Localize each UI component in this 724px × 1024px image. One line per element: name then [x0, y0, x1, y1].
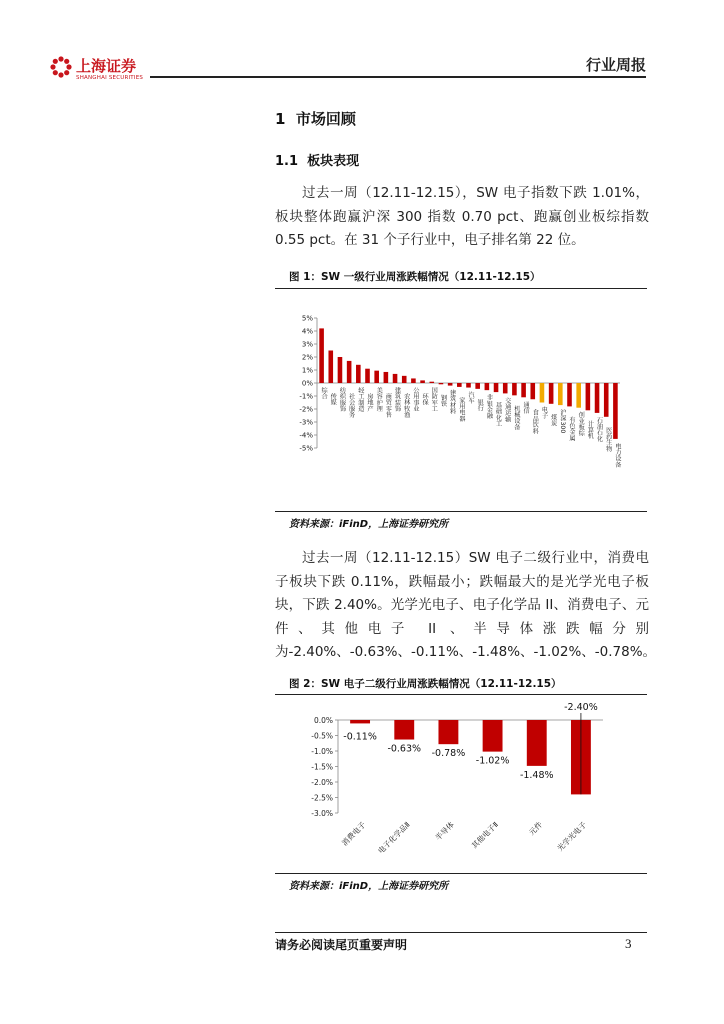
- chart1-bar: [374, 371, 379, 383]
- chart1-category-label: 纺织服饰: [338, 387, 346, 412]
- chart1-category-label: 创业板综: [577, 411, 585, 437]
- chart2-bar: [527, 720, 547, 766]
- chart1-bar: [558, 383, 563, 405]
- report-type: 行业周报: [586, 56, 647, 74]
- chart1-bar: [586, 383, 591, 410]
- figure-1-top-rule: [275, 288, 647, 289]
- figure-2-chart: [275, 696, 647, 871]
- chart1-bar: [356, 365, 361, 383]
- chart1-category-label: 通信: [522, 401, 530, 414]
- chart1-category-label: 机械设备: [512, 405, 520, 431]
- figure-1-chart: [275, 300, 647, 500]
- chart1-category-label: 传媒: [329, 393, 337, 406]
- chart2-bar: [394, 720, 414, 740]
- chart1-y-tick-label: 2%: [301, 353, 313, 362]
- chart1-category-label: 煤炭: [549, 413, 557, 427]
- chart1-category-label: 石油石化: [595, 416, 603, 442]
- chart2-category-label: 电子化学品Ⅱ: [376, 820, 412, 856]
- chart1-bar: [475, 383, 480, 389]
- chart2-category-label: 其他电子Ⅱ: [469, 820, 500, 851]
- chart1-bar: [365, 369, 370, 383]
- section-heading: [275, 108, 356, 129]
- page-number: 3: [625, 936, 632, 951]
- logo-subtext: SHANGHAI SECURITIES: [76, 75, 144, 81]
- chart1-category-label: 汽车: [467, 391, 474, 404]
- section-number: 1: [275, 110, 286, 128]
- chart1-y-tick-label: 3%: [301, 340, 313, 349]
- chart1-bar: [503, 383, 508, 393]
- chart2-y-tick-label: -3.0%: [311, 809, 333, 818]
- chart1-category-label: 商贸零售: [384, 393, 392, 418]
- chart1-category-label: 农林牧渔: [402, 393, 410, 418]
- chart2-data-label: -2.40%: [564, 702, 598, 713]
- chart1-y-tick-label: 1%: [301, 366, 313, 375]
- chart1-category-label: 综合: [320, 387, 328, 400]
- chart1-bar: [384, 372, 389, 383]
- logo-text: 上海证券: [76, 57, 137, 75]
- figure-2-top-rule: [275, 694, 647, 695]
- chart2-data-label: -1.48%: [519, 769, 554, 781]
- chart1-category-label: 建筑装饰: [393, 387, 401, 412]
- chart1-bar: [567, 383, 572, 406]
- chart2-bar: [350, 720, 370, 723]
- chart1-category-label: 食品饮料: [531, 409, 539, 435]
- chart1-category-label: 电子: [540, 406, 548, 419]
- chart1-bar: [347, 361, 352, 383]
- chart2-data-label: -0.78%: [431, 748, 466, 760]
- chart1-category-label: 钢铁: [439, 394, 447, 407]
- chart1-category-label: 建筑材料: [448, 389, 456, 415]
- chart1-bar: [549, 383, 554, 404]
- footer-rule: [275, 932, 647, 933]
- chart1-bar: [457, 383, 462, 387]
- chart1-y-tick-label: -1%: [299, 392, 313, 401]
- chart1-bar: [393, 374, 398, 383]
- chart1-bar: [328, 351, 333, 384]
- chart1-category-label: 有色金属: [568, 416, 575, 442]
- chart1-category-label: 沪深300: [558, 409, 566, 434]
- chart1-category-label: 环保: [421, 393, 429, 406]
- chart1-bar: [512, 383, 517, 395]
- chart1-category-label: 国防军工: [430, 387, 438, 412]
- chart2-y-tick-label: -2.5%: [311, 793, 333, 803]
- chart1-bar: [494, 383, 499, 392]
- logo-icon: [50, 56, 72, 78]
- figure-2-caption: 图 2：SW 电子二级行业周涨跌幅情况（12.11-12.15）: [289, 678, 562, 690]
- chart1-bar: [604, 383, 609, 417]
- paragraph-1: 过去一周（12.11-12.15），SW 电子指数下跌 1.01%，板块整体跑赢沪深 300 指数 0.70 pct、跑赢创业板综指数 0.55 pct。在 31 个子行业中，电子排名第 22 位。: [275, 185, 649, 248]
- figure-1-bottom-rule: [275, 511, 647, 512]
- chart1-category-label: 基础化工: [494, 402, 502, 427]
- chart2-data-label: -0.63%: [387, 743, 422, 755]
- chart1-category-label: 社会服务: [347, 393, 355, 418]
- chart2-category-label: 元件: [527, 820, 545, 838]
- footer-disclaimer: 请务必阅读尾页重要声明: [275, 938, 408, 952]
- chart2-data-label: -0.11%: [343, 731, 377, 743]
- chart1-bar: [521, 383, 526, 397]
- chart1-bar: [466, 383, 471, 388]
- chart2-bar: [483, 720, 503, 752]
- chart2-category-label: 光学光电子: [555, 820, 589, 853]
- chart1-y-tick-label: 0%: [301, 379, 313, 388]
- chart1-bar: [530, 383, 535, 399]
- chart1-bar: [338, 357, 343, 383]
- chart2-y-tick-label: -1.5%: [311, 762, 333, 772]
- chart1-bar: [540, 383, 545, 403]
- chart2-bar: [438, 720, 458, 744]
- chart1-category-label: 非银金融: [485, 394, 493, 419]
- chart1-bar: [595, 383, 600, 413]
- chart2-y-tick-label: 0.0%: [313, 716, 333, 725]
- section-title: 市场回顾: [295, 110, 356, 128]
- chart1-y-tick-label: -4%: [299, 431, 313, 440]
- chart1-category-label: 美容护理: [375, 387, 383, 412]
- chart1-y-tick-label: 4%: [301, 327, 313, 336]
- chart1-category-label: 交通运输: [503, 397, 511, 423]
- figure-1-caption: 图 1：SW 一级行业周涨跌幅情况（12.11-12.15）: [289, 271, 541, 283]
- chart1-y-tick-label: -3%: [299, 418, 313, 427]
- chart1-category-label: 房地产: [366, 393, 373, 412]
- chart1-y-tick-label: 5%: [301, 314, 313, 323]
- chart1-bar: [402, 376, 407, 383]
- chart1-y-tick-label: -5%: [299, 444, 313, 453]
- chart1-category-label: 家用电器: [457, 396, 465, 422]
- chart1-y-tick-label: -2%: [299, 405, 313, 414]
- header-rule: [150, 76, 646, 78]
- chart1-bar: [439, 383, 444, 384]
- figure-1-source: 资料来源：iFinD，上海证券研究所: [289, 519, 449, 530]
- subsection-title: 板块表现: [307, 154, 360, 169]
- chart1-category-label: 轻工制造: [356, 387, 364, 412]
- chart1-category-label: 医药生物: [604, 426, 612, 452]
- chart1-bar: [429, 382, 434, 383]
- chart2-category-label: 半导体: [433, 820, 456, 843]
- chart2-y-tick-label: -1.0%: [311, 747, 333, 756]
- chart2-y-tick-label: -2.0%: [311, 778, 333, 787]
- paragraph-2: 过去一周（12.11-12.15）SW 电子二级行业中，消费电子板块下跌 0.11%，跌幅最小；跌幅最大的是光学光电子板块，下跌 2.40%。光学光电子、电子化学品 II、消费电子、元件、其他电子 II 、半导体涨跌幅分别为-2.40%、-0.63%、-0.11%、-1.48%、-1.02%、-0.78%。: [275, 550, 657, 660]
- chart2-y-tick-label: -0.5%: [311, 731, 333, 741]
- chart1-bar: [319, 328, 324, 383]
- figure-2-source: 资料来源：iFinD，上海证券研究所: [289, 881, 449, 892]
- chart1-bar: [448, 383, 453, 386]
- chart1-bar: [411, 378, 416, 383]
- subsection-heading: [275, 150, 359, 169]
- subsection-number: 1.1: [275, 154, 299, 169]
- chart1-bar: [485, 383, 490, 390]
- chart1-bar: [420, 380, 425, 383]
- chart1-bar: [576, 383, 581, 408]
- chart1-bar: [613, 383, 618, 439]
- chart1-category-label: 电力设备: [613, 442, 621, 468]
- chart2-category-label: 消费电子: [339, 820, 368, 848]
- chart1-category-label: 计算机: [586, 420, 594, 439]
- figure-2-bottom-rule: [275, 873, 647, 874]
- chart1-category-label: 公用事业: [411, 387, 419, 412]
- chart1-category-label: 银行: [476, 398, 484, 412]
- chart2-data-label: -1.02%: [475, 755, 510, 767]
